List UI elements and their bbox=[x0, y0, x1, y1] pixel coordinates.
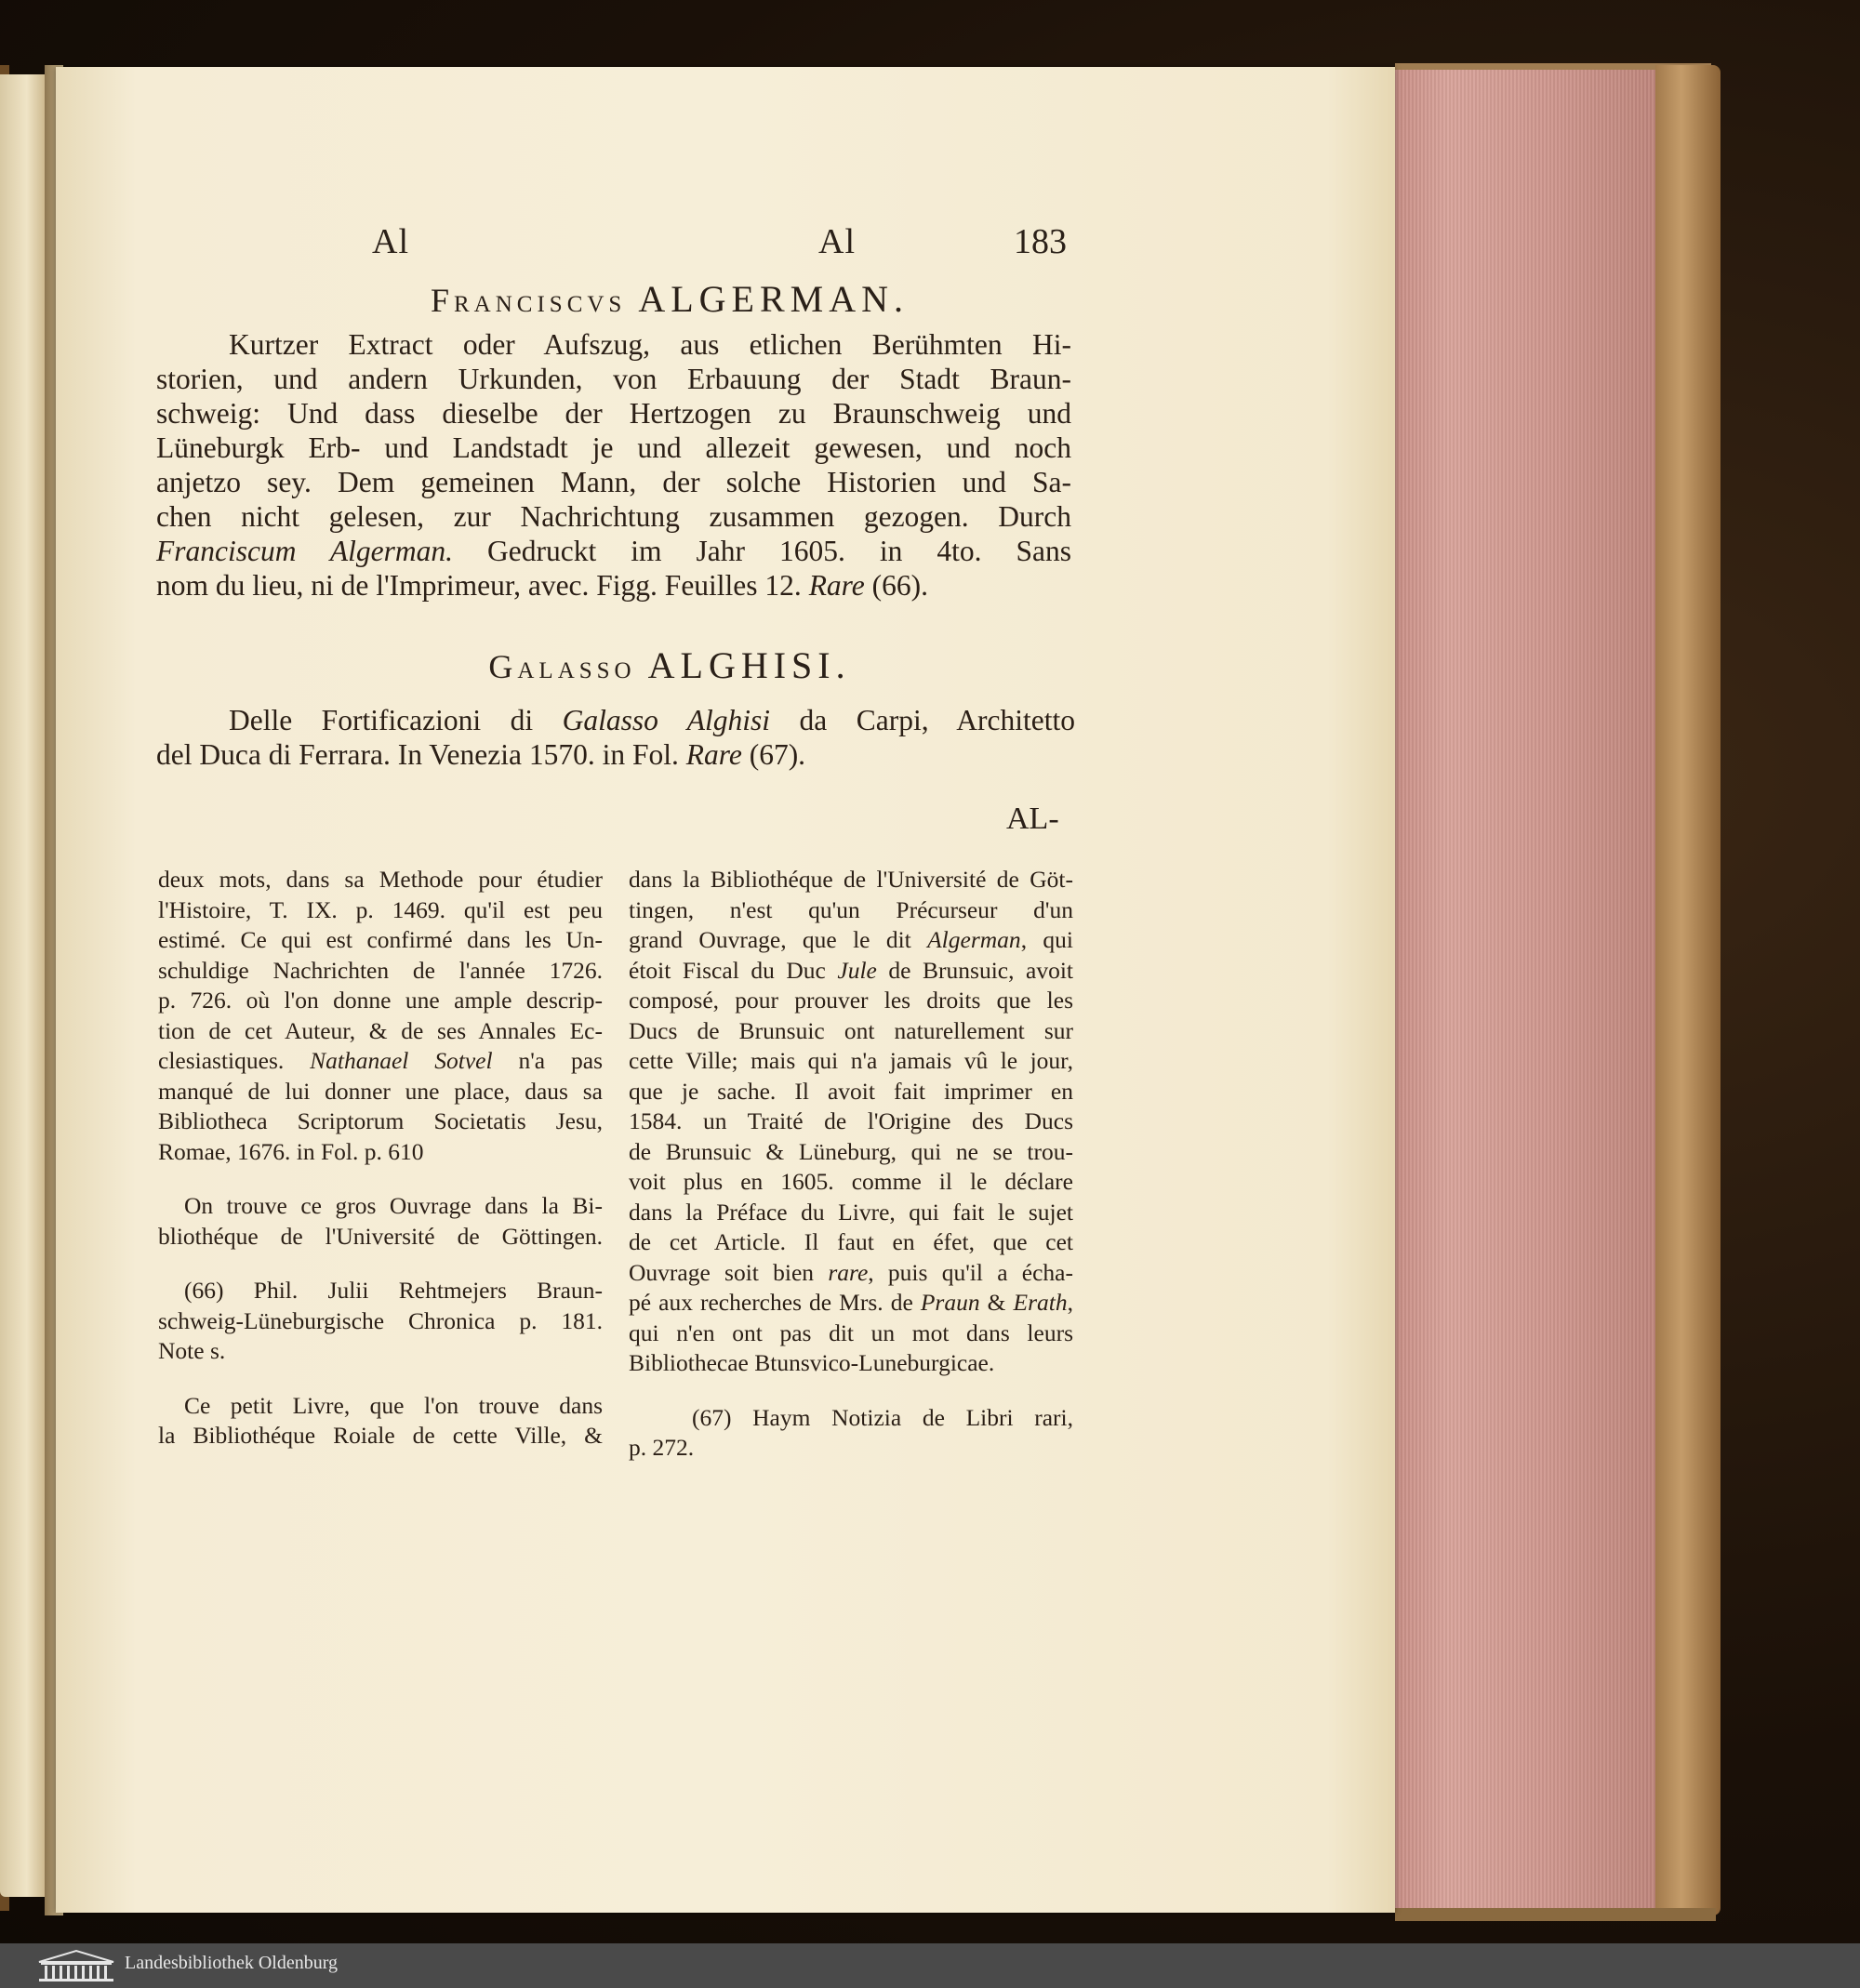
text-line: storien, und andern Urkunden, von Erbauung der Stadt Braun- bbox=[156, 363, 1071, 395]
text-line: schuldige Nachrichten de l'année 1726. bbox=[158, 956, 603, 984]
italic-text: Praun bbox=[920, 1289, 980, 1316]
text-line: manqué de lui donner une place, daus sa bbox=[158, 1077, 603, 1105]
text-fragment: nom du lieu, ni de l'Imprimeur, avec. Figg. Feuilles 12. bbox=[156, 569, 809, 602]
text-line: composé, pour prouver les droits que les bbox=[629, 987, 1073, 1014]
entry-title-prefix: Galasso bbox=[488, 648, 636, 685]
text-line bbox=[629, 1258, 1073, 1289]
entry-title-name: ALGHISI. bbox=[647, 644, 851, 686]
text-line: la Bibliothéque Roiale de cette Ville, & bbox=[158, 1422, 603, 1449]
text-line bbox=[629, 925, 1073, 956]
text-line: cette Ville; mais qui n'a jamais vû le jour, bbox=[629, 1047, 1073, 1074]
text-line: l'Histoire, T. IX. p. 1469. qu'il est peu bbox=[158, 895, 603, 923]
text-fragment: pé aux recherches de Mrs. de bbox=[629, 1289, 921, 1316]
entry-title-alghisi bbox=[0, 643, 1339, 687]
text-fragment: Ouvrage soit bien bbox=[629, 1258, 829, 1286]
text-line: tion de cet Auteur, & de ses Annales Ec- bbox=[158, 1016, 603, 1044]
italic-text: rare bbox=[828, 1258, 869, 1286]
text-line: Bibliothecae Btunsvico-Luneburgicae. bbox=[629, 1349, 995, 1376]
text-line bbox=[156, 703, 1075, 737]
text-line: que je sache. Il avoit fait imprimer en bbox=[629, 1077, 1073, 1105]
text-line bbox=[156, 737, 1075, 772]
italic-text: Galasso Alghisi bbox=[562, 704, 771, 736]
text-fragment: Delle Fortificazioni di bbox=[229, 704, 563, 736]
text-fragment: (66). bbox=[864, 569, 928, 602]
text-line: p. 726. où l'on donne une ample descrip- bbox=[158, 987, 603, 1014]
running-header-left: Al bbox=[372, 222, 409, 261]
italic-text: Jule bbox=[837, 956, 877, 984]
text-fragment: , puis qu'il a écha- bbox=[868, 1258, 1073, 1286]
text-fragment: grand Ouvrage, que le dit bbox=[629, 926, 928, 953]
entry-body-alghisi bbox=[156, 703, 1075, 772]
left-page-edge bbox=[0, 74, 45, 1897]
italic-text: Rare bbox=[685, 738, 742, 771]
text-line: estimé. Ce qui est confirmé dans les Un- bbox=[158, 926, 603, 953]
text-line: dans la Préface du Livre, qui fait le sujet bbox=[629, 1198, 1073, 1226]
text-line: Bibliotheca Scriptorum Societatis Jesu, bbox=[158, 1107, 603, 1134]
text-fragment: Gedruckt im Jahr 1605. in 4to. Sans bbox=[453, 535, 1071, 567]
text-line: (66) Phil. Julii Rehtmejers Braun- bbox=[184, 1277, 603, 1304]
footnote-column-right bbox=[629, 865, 1073, 1464]
text-line bbox=[629, 1288, 1073, 1319]
text-line: 1584. un Traité de l'Origine des Ducs bbox=[629, 1107, 1073, 1134]
fore-edge bbox=[1395, 70, 1660, 1911]
text-fragment: & bbox=[979, 1289, 1014, 1316]
text-line bbox=[156, 568, 1071, 603]
book-cover-right bbox=[1655, 65, 1720, 1915]
text-fragment: étoit Fiscal du Duc bbox=[629, 956, 838, 984]
text-line: Romae, 1676. in Fol. p. 610 bbox=[158, 1137, 424, 1165]
text-line: On trouve ce gros Ouvrage dans la Bi- bbox=[184, 1192, 603, 1219]
text-line: de cet Article. Il faut en éfet, que cet bbox=[629, 1228, 1073, 1255]
library-building-icon bbox=[37, 1949, 115, 1982]
footer-bar bbox=[0, 1943, 1860, 1988]
text-line: de Brunsuic & Lüneburg, qui ne se trou- bbox=[629, 1137, 1073, 1165]
text-fragment: (67). bbox=[741, 738, 806, 771]
entry-body-algerman bbox=[156, 327, 1071, 603]
italic-text: Erath bbox=[1013, 1289, 1068, 1316]
italic-text: Algerman bbox=[927, 926, 1021, 953]
text-line: p. 272. bbox=[629, 1434, 695, 1461]
text-line: bliothéque de l'Université de Göttingen. bbox=[158, 1222, 603, 1250]
page-number: 183 bbox=[1014, 222, 1067, 261]
cover-bottom bbox=[1395, 1908, 1716, 1921]
entry-title-prefix: Franciscvs bbox=[430, 282, 627, 319]
text-line: Ducs de Brunsuic ont naturellement sur bbox=[629, 1016, 1073, 1044]
text-line: schweig-Lüneburgische Chronica p. 181. bbox=[158, 1306, 603, 1334]
text-fragment: n'a pas bbox=[492, 1047, 603, 1074]
text-line bbox=[158, 1046, 603, 1077]
italic-text: Nathanael Sotvel bbox=[310, 1047, 493, 1074]
catchword: AL- bbox=[1006, 802, 1059, 836]
footnote-column-left bbox=[158, 865, 603, 1451]
text-line: Ce petit Livre, que l'on trouve dans bbox=[184, 1391, 603, 1419]
italic-text: Franciscum Algerman. bbox=[156, 535, 454, 567]
text-line: chen nicht gelesen, zur Nachrichtung zusammen gezogen. Durch bbox=[156, 500, 1071, 533]
library-name: Landesbibliothek Oldenburg bbox=[125, 1953, 339, 1973]
text-line: dans la Bibliothéque de l'Université de Göt- bbox=[629, 866, 1073, 893]
text-line: qui n'en ont pas dit un mot dans leurs bbox=[629, 1319, 1073, 1346]
text-line: tingen, n'est qu'un Précurseur d'un bbox=[629, 895, 1073, 923]
running-header-middle: Al bbox=[818, 222, 856, 261]
text-line bbox=[629, 956, 1073, 987]
text-line: Kurtzer Extract oder Aufszug, aus etlichen Berühmten Hi- bbox=[229, 328, 1071, 361]
text-fragment: , qui bbox=[1020, 926, 1073, 953]
text-fragment: del Duca di Ferrara. In Venezia 1570. in Fol. bbox=[156, 738, 686, 771]
text-fragment: da Carpi, Architetto bbox=[770, 704, 1076, 736]
text-line: anjetzo sey. Dem gemeinen Mann, der solche Historien und Sa- bbox=[156, 466, 1071, 498]
entry-title-name: ALGERMAN. bbox=[638, 278, 909, 320]
text-line: Lüneburgk Erb- und Landstadt je und allezeit gewesen, und noch bbox=[156, 431, 1071, 464]
text-fragment: clesiastiques. bbox=[158, 1047, 311, 1074]
entry-title-algerman bbox=[0, 277, 1339, 321]
text-fragment: de Brunsuic, avoit bbox=[876, 956, 1074, 984]
text-line: schweig: Und dass dieselbe der Hertzogen zu Braunschweig und bbox=[156, 397, 1071, 430]
text-line: deux mots, dans sa Methode pour étudier bbox=[158, 866, 603, 893]
text-line: Note s. bbox=[158, 1337, 226, 1364]
text-fragment: , bbox=[1067, 1289, 1073, 1316]
text-line: (67) Haym Notizia de Libri rari, bbox=[692, 1403, 1073, 1431]
italic-text: Rare bbox=[808, 569, 865, 602]
text-line: voit plus en 1605. comme il le déclare bbox=[629, 1168, 1073, 1195]
text-line bbox=[156, 534, 1071, 568]
